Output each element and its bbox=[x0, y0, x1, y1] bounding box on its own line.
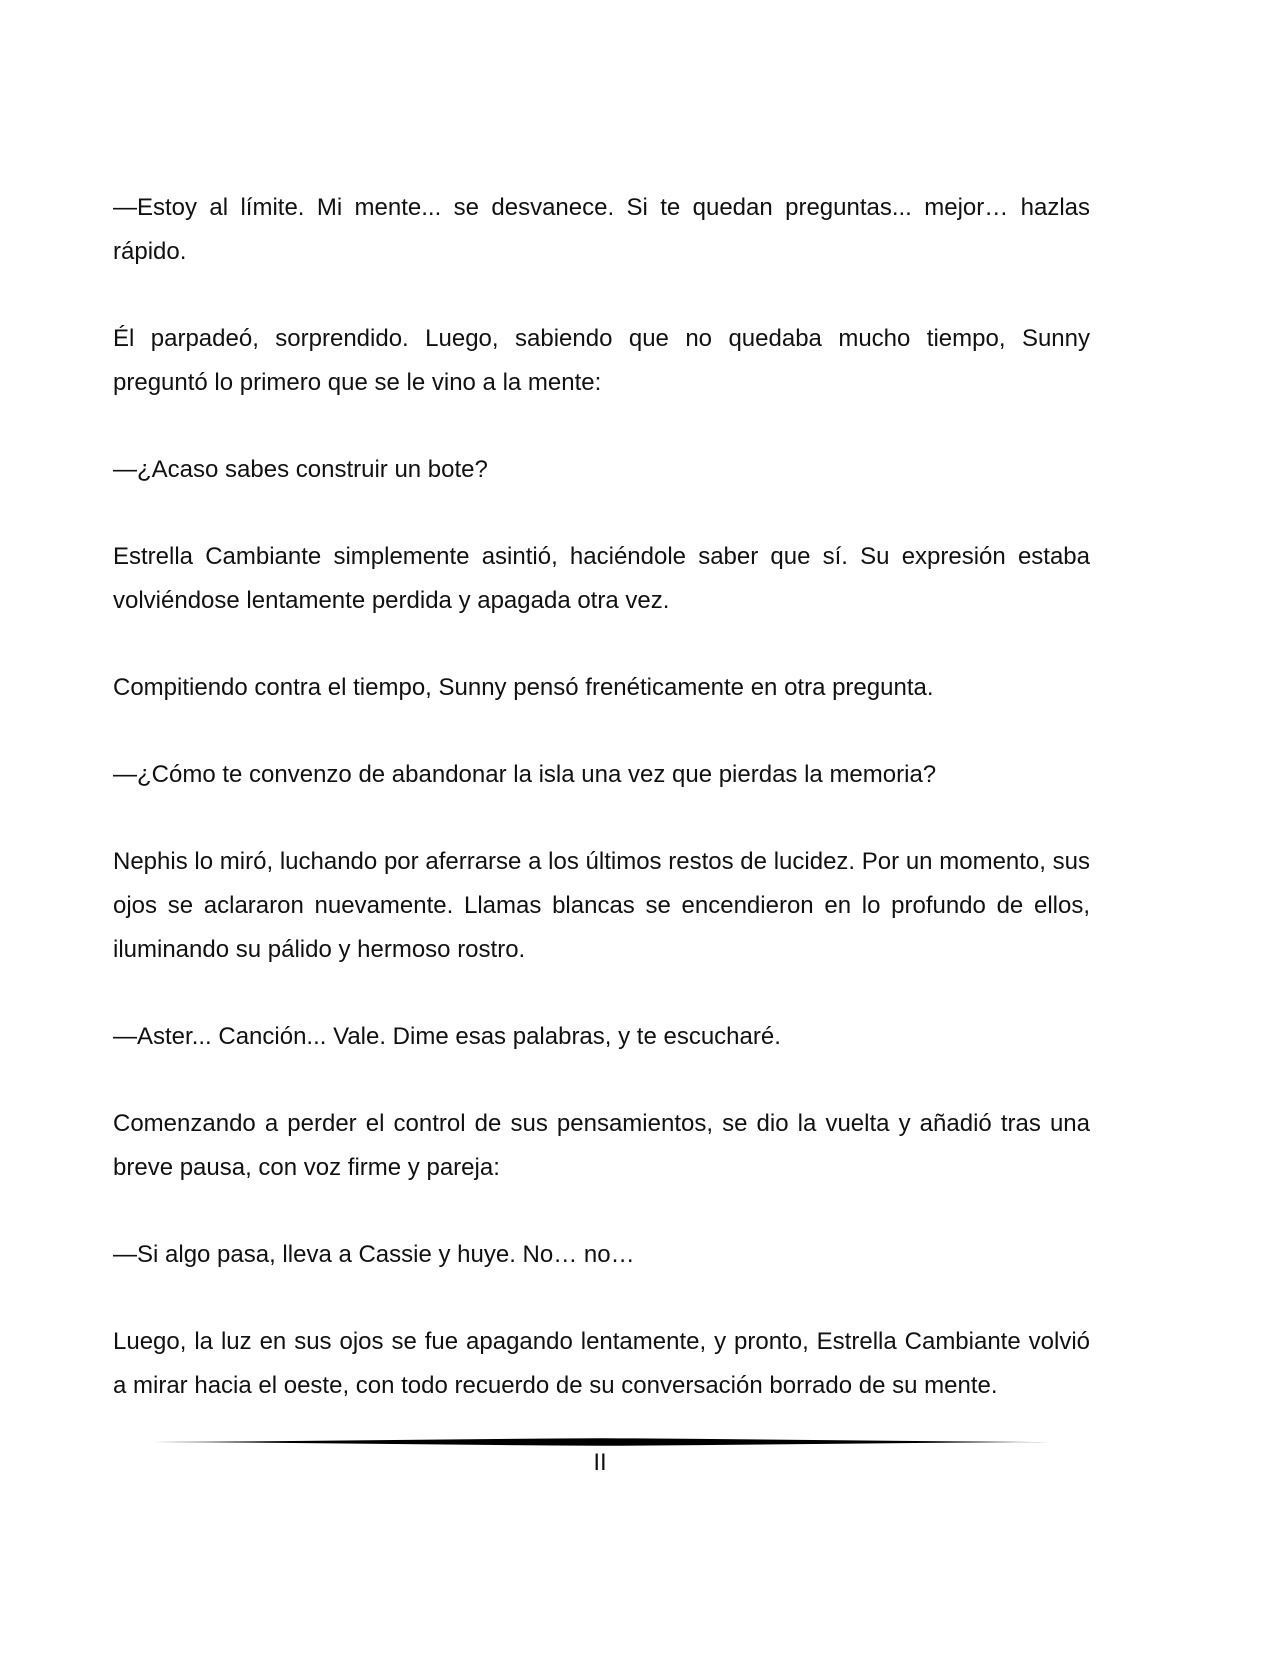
paragraph-7: Nephis lo miró, luchando por aferrarse a los últimos restos de lucidez. Por un momento, sus ojos se aclararon nuevamente. Llamas blancas se encendieron en lo profundo de ellos, iluminando su pálido y hermoso rostro. bbox=[113, 848, 1090, 963]
paragraph-11: Luego, la luz en sus ojos se fue apagando lentamente, y pronto, Estrella Cambiante volvió a mirar hacia el oeste, con todo recuerdo de su conversación borrado de su mente. bbox=[113, 1328, 1090, 1399]
body-text bbox=[113, 186, 1090, 1451]
paragraph-1: —Estoy al límite. Mi mente... se desvanece. Si te quedan preguntas... mejor… hazlas rápido. bbox=[113, 194, 1090, 265]
paragraph-3: —¿Acaso sabes construir un bote? bbox=[113, 456, 488, 483]
paragraph-10: —Si algo pasa, lleva a Cassie y huye. No… no… bbox=[113, 1241, 635, 1268]
page-number: II bbox=[593, 1449, 607, 1476]
paragraph-8: —Aster... Canción... Vale. Dime esas palabras, y te escucharé. bbox=[113, 1023, 781, 1050]
paragraph-6: —¿Cómo te convenzo de abandonar la isla una vez que pierdas la memoria? bbox=[113, 761, 937, 788]
paragraph-4: Estrella Cambiante simplemente asintió, haciéndole saber que sí. Su expresión estaba volviéndose lentamente perdida y apagada otra vez. bbox=[113, 543, 1090, 614]
paragraph-2: Él parpadeó, sorprendido. Luego, sabiendo que no quedaba mucho tiempo, Sunny preguntó lo primero que se le vino a la mente: bbox=[113, 325, 1090, 396]
paragraph-5: Compitiendo contra el tiempo, Sunny pensó frenéticamente en otra pregunta. bbox=[113, 674, 934, 701]
paragraph-9: Comenzando a perder el control de sus pensamientos, se dio la vuelta y añadió tras una breve pausa, con voz firme y pareja: bbox=[113, 1110, 1090, 1181]
